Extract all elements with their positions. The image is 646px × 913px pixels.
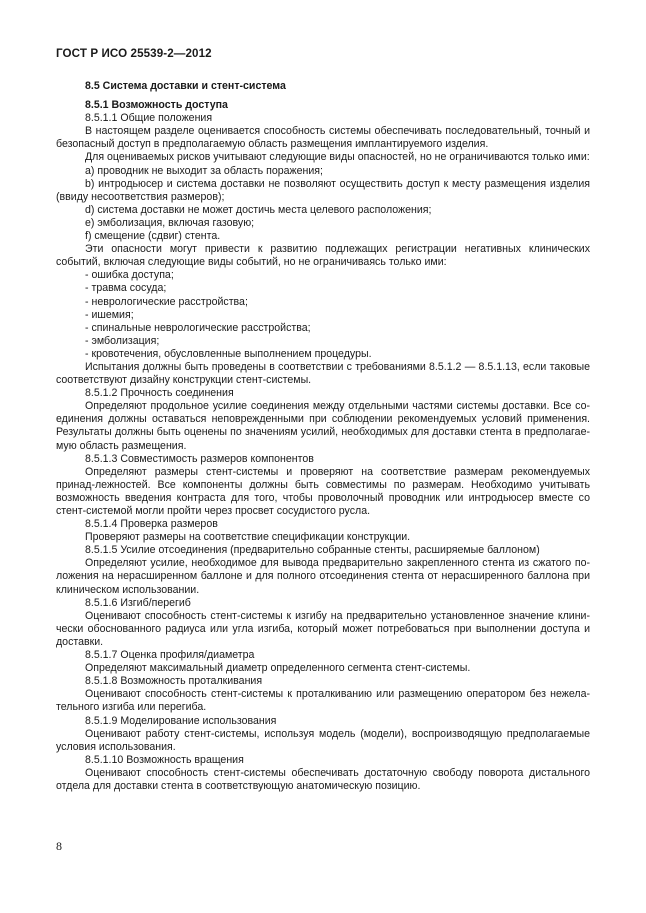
paragraph: 8.5.1.10 Возможность вращения [85,753,244,766]
paragraph: Оценивают способность стент-системы обеспечивать достаточную свободу поворота дистального отдела для доставки стента в соответствующую анатомическую позицию. [56,766,590,792]
paragraph: Эти опасности могут привести к развитию подлежащих регистрации негативных клинических событий, включая следующие виды событий, но не ограничиваясь только ими: [56,243,590,269]
paragraph: 8.5.1.1 Общие положения [85,112,213,125]
paragraph: - кровотечения, обусловленные выполнением процедуры. [85,347,372,360]
paragraph: а) проводник не выходит за область поражения; [85,164,323,177]
paragraph: - ишемия; [85,308,134,321]
paragraph: Оценивают способность стент-системы к изгибу на предварительно установленное значение клини-чески обоснованного радиуса или угла изгиба, который может потребоваться при выполнении доступа и доставки. [56,609,590,648]
paragraph: - спинальные неврологические расстройства; [85,321,311,334]
page-number: 8 [56,839,62,853]
paragraph: d) система доставки не может достичь места целевого расположения; [85,203,432,216]
paragraph: Оценивают работу стент-системы, используя модель (модели), воспроизводящую предполагаемые условия использования. [56,727,590,753]
paragraph: - травма сосуда; [85,282,167,295]
paragraph: 8.5.1.7 Оценка профиля/диаметра [85,649,255,662]
paragraph: 8.5.1.5 Усилие отсоединения (предварительно собранные стенты, расширяемые баллоном) [85,544,540,557]
paragraph: 8.5.1.9 Моделирование использования [85,714,277,727]
paragraph: - неврологические расстройства; [85,295,248,308]
document-body [56,80,590,793]
paragraph: Определяют усилие, необходимое для вывода предварительно закрепленного стента из сжатого по-ложения на нерасширенном баллоне и для полного отсоединения стента от нерасширенного баллона при клиническом использовании. [56,557,590,596]
paragraph: Проверяют размеры на соответствие спецификации конструкции. [85,531,411,544]
paragraph: 8.5.1.4 Проверка размеров [85,518,218,531]
section-heading: 8.5 Система доставки и стент-система [85,80,286,92]
paragraph: Определяют продольное усилие соединения между отдельными частями системы доставки. Все со-единения должны оставаться неповрежденными при соблюдении рекомендуемых условий применения. Результаты должны быть оценены по значениям усилий, необходимых для доставки стента в предполагае-мую область размещения. [56,400,590,452]
paragraph: е) эмболизация, включая газовую; [85,216,255,229]
document-header: ГОСТ Р ИСО 25539-2—2012 [56,47,212,60]
paragraph: f) смещение (сдвиг) стента. [85,230,221,243]
paragraph: - эмболизация; [85,334,160,347]
paragraph: Для оцениваемых рисков учитывают следующие виды опасностей, но не ограничиваются только ими: [85,151,590,164]
paragraph: Определяют размеры стент-системы и проверяют на соответствие размерам рекомендуемых принад-лежностей. Все компоненты должны быть совместимы по размерам. Необходимо учитывать возможность введения контраста для того, чтобы проволочный проводник или интродьюсер вместе со стент-системой могли пройти через просвет сосудистого русла. [56,465,590,517]
paragraph: Определяют максимальный диаметр определенного сегмента стент-системы. [85,662,471,675]
paragraph: Оценивают способность стент-системы к проталкиванию или размещению оператором без нежела-тельного изгиба или перегиба. [56,688,590,714]
paragraph: b) интродьюсер и система доставки не позволяют осуществить доступ к месту размещения изделия (ввиду несоответствия размеров); [56,177,590,203]
paragraph: В настоящем разделе оценивается способность системы обеспечивать последовательный, точный и безопасный доступ в предполагаемую область размещения имплантируемого изделия. [56,125,590,151]
paragraph: 8.5.1.3 Совместимость размеров компонентов [85,452,314,465]
paragraph: Испытания должны быть проведены в соответствии с требованиями 8.5.1.2 — 8.5.1.13, если таковые соответствуют дизайну конструкции стент-системы. [56,360,590,387]
paragraph: 8.5.1.8 Возможность проталкивания [85,675,263,688]
paragraph: 8.5.1.6 Изгиб/перегиб [85,596,191,609]
paragraph: - ошибка доступа; [85,269,174,282]
paragraph: 8.5.1.2 Прочность соединения [85,387,234,400]
section-heading: 8.5.1 Возможность доступа [85,99,228,112]
